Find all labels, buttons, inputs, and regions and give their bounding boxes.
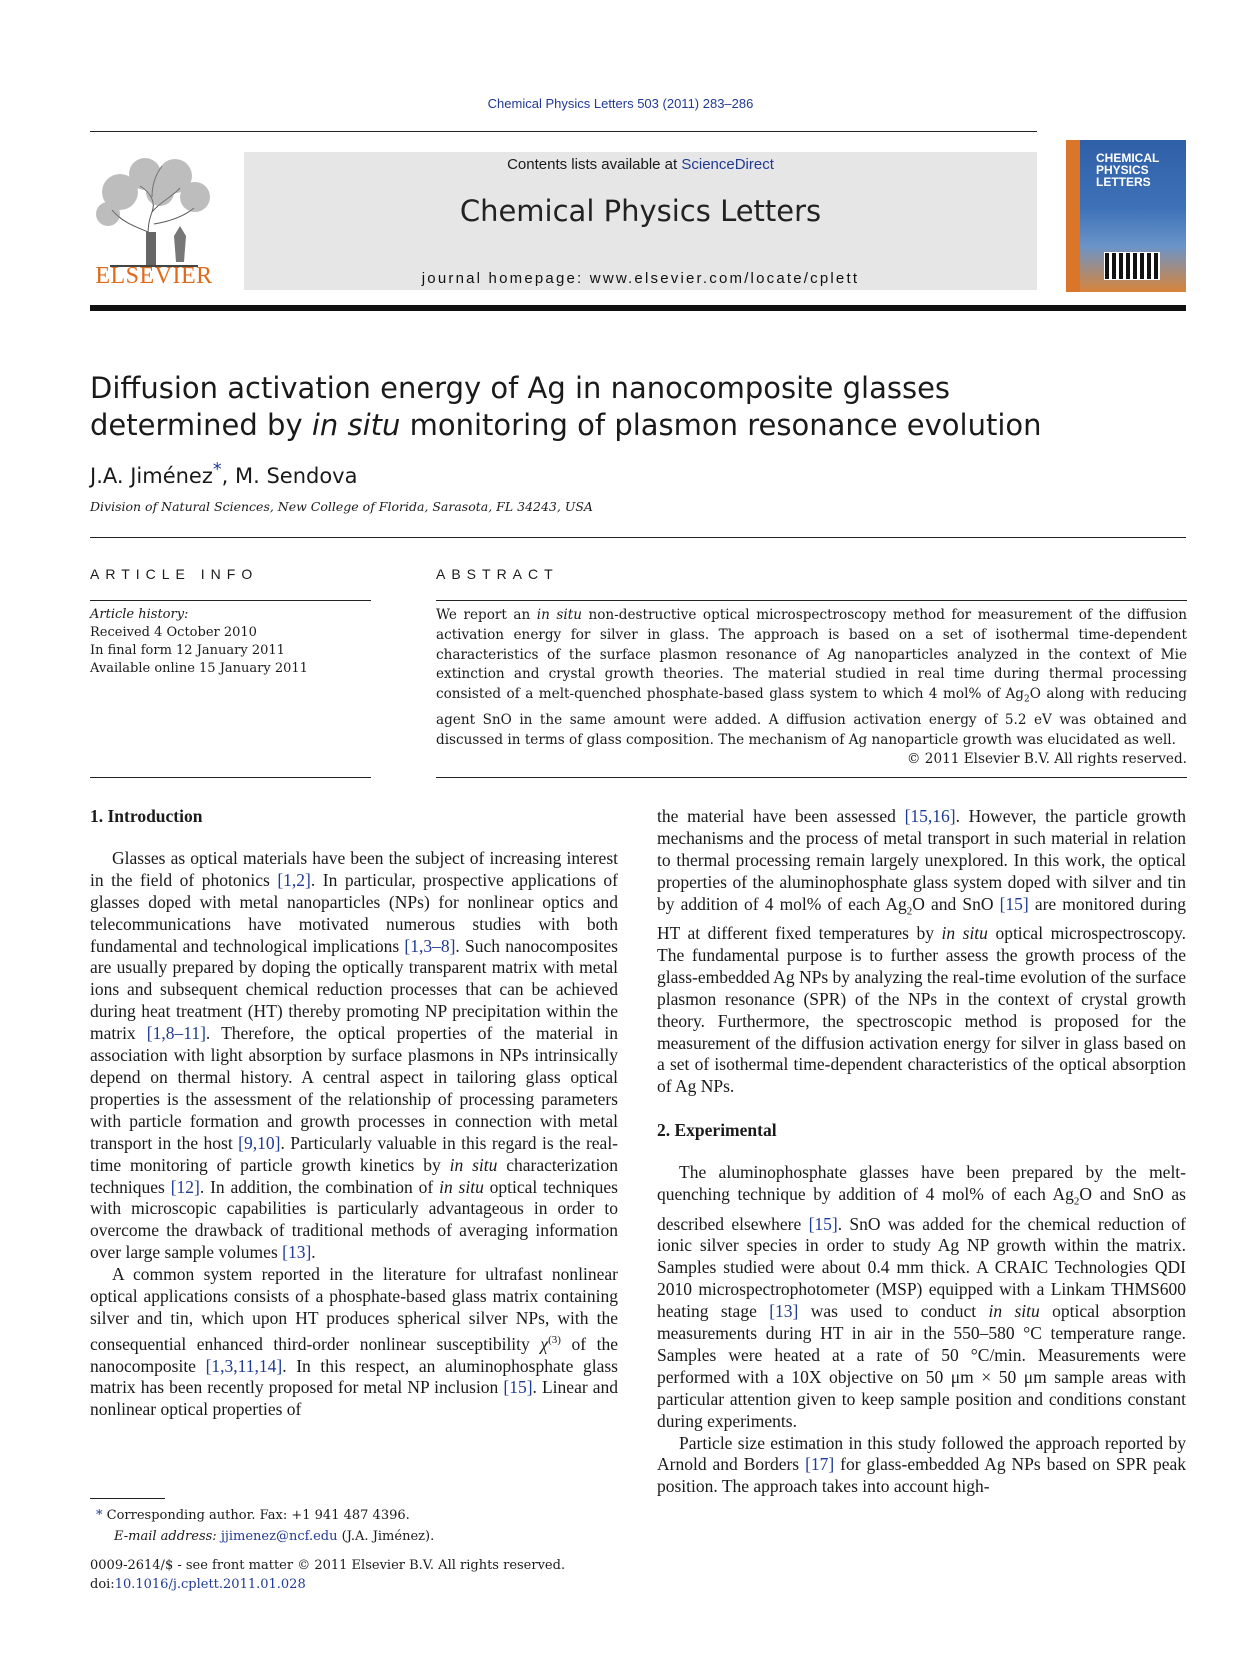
abstract-text: We report an bbox=[436, 607, 537, 623]
footnote-text: Corresponding author. Fax: +1 941 487 4396. bbox=[102, 1508, 410, 1523]
journal-cover bbox=[1066, 140, 1186, 292]
history-final: In final form 12 January 2011 bbox=[90, 643, 285, 658]
journal-citation[interactable]: Chemical Physics Letters 503 (2011) 283–286 bbox=[487, 96, 754, 111]
reference-link[interactable]: [1,3,11,14] bbox=[205, 1355, 283, 1376]
reference-link[interactable]: [1,3–8] bbox=[404, 935, 456, 956]
info-rule bbox=[90, 600, 371, 601]
italic-text: in situ bbox=[941, 923, 988, 944]
footnote-rule bbox=[90, 1498, 165, 1499]
body-text: Glasses as optical materials have been the subject of increasing interest in the field of photonics bbox=[90, 847, 618, 890]
body-text: . Particularly valuable in this regard is the real-time monitoring of particle growth kinetics by bbox=[90, 1132, 619, 1175]
elsevier-logo bbox=[90, 152, 218, 292]
reference-link[interactable]: [15] bbox=[999, 893, 1029, 914]
info-bottom-rule bbox=[90, 777, 371, 778]
subscript: 2 bbox=[1073, 1195, 1080, 1208]
author-jimenez: J.A. Jiménez bbox=[90, 464, 213, 488]
body-text: the material have been assessed bbox=[657, 806, 905, 826]
title-rule bbox=[90, 537, 1186, 538]
abstract-text: non-destructive optical microspectroscopy method for measurement of the diffusion activation energy for silver in glass. The approach is based on a set of isothermal time-dependent characteristics of the surface plasmon resonance of Ag nanoparticles analyzed in the context of Mie extinction and crystal growth theories. The material studied in real time during thermal processing consisted of a melt-quenched phosphate-based glass system to which 4 mol% of Ag bbox=[436, 607, 1187, 703]
author-list bbox=[90, 460, 357, 488]
cover-title: CHEMICAL PHYSICS LETTERS bbox=[1096, 151, 1160, 189]
abstract-text: O along with reducing agent SnO in the same amount were added. A diffusion activation energy of 5.2 eV was obtained and discussed in terms of glass composition. The mechanism of Ag nanoparticle growth was elucidated as well. bbox=[436, 686, 1187, 748]
history-online: Available online 15 January 2011 bbox=[90, 661, 308, 676]
reference-link[interactable]: [1,8–11] bbox=[146, 1023, 206, 1044]
body-text: optical absorption measurements during HT in air in the 550–580 °C temperature range. Samples were heated at a rate of 50 °C/min. Measurements were performed with a 10X objective on 50 μm × 50 μm sample areas with particular attention given to keep sample position and conditions constant during experiments. bbox=[657, 1301, 1186, 1431]
body-text: The aluminophosphate glasses have been prepared by the melt-quenching technique by addition of 4 mol% of each Ag bbox=[657, 1162, 1186, 1205]
journal-banner bbox=[244, 152, 1037, 290]
cover-barcode-image bbox=[1104, 252, 1160, 280]
history-label: Article history: bbox=[90, 607, 189, 622]
reference-link[interactable]: [17] bbox=[805, 1454, 835, 1475]
affiliation: Division of Natural Sciences, New College of Florida, Sarasota, FL 34243, USA bbox=[90, 499, 593, 514]
reference-link[interactable]: [13] bbox=[769, 1301, 799, 1322]
header-rule bbox=[90, 131, 1037, 132]
cover-band bbox=[1066, 140, 1080, 292]
italic-text: in situ bbox=[439, 1176, 484, 1197]
body-text: for glass-embedded Ag NPs based on SPR peak position. The approach takes into account high- bbox=[657, 1454, 1186, 1497]
footnote-mark: * bbox=[96, 1508, 103, 1523]
body-text: . SnO was added for the chemical reduction of ionic silver species in order to study Ag NP growth within the matrix. Samples studied were about 0.4 mm thick. A CRAIC Technologies QDI 2010 microspectrophotometer (MSP) equipped with a Linkam THMS600 heating stage bbox=[657, 1213, 1186, 1322]
introduction-heading: 1. Introduction bbox=[90, 806, 203, 826]
body-text: are monitored during HT at different fixed temperatures by bbox=[657, 893, 1186, 944]
right-column bbox=[657, 806, 1186, 1498]
email-label: E-mail address: bbox=[114, 1529, 221, 1544]
reference-link[interactable]: [1,2] bbox=[277, 869, 311, 890]
body-text: A common system reported in the literature for ultrafast nonlinear optical applications consists of a phosphate-based glass matrix containing silver and tin, which upon HT produces spherical silver NPs, with the consequential enhanced third-order nonlinear susceptibility bbox=[90, 1264, 618, 1354]
journal-homepage[interactable]: journal homepage: www.elsevier.com/locate/cplett bbox=[421, 270, 860, 287]
body-text: optical microspectroscopy. The fundamental purpose is to further assess the growth process of the glass-embedded Ag NPs by analyzing the real-time evolution of the surface plasmon resonance (SPR) of the NPs in the context of crystal growth theory. Furthermore, the spectroscopic method is proposed for the measurement of the diffusion activation energy for silver in glass based on a set of isothermal time-dependent characteristics of the optical absorption of Ag NPs. bbox=[657, 923, 1186, 1097]
body-text: O and SnO bbox=[912, 893, 1000, 914]
reference-link[interactable]: [12] bbox=[170, 1176, 200, 1197]
experimental-heading: 2. Experimental bbox=[657, 1120, 777, 1141]
abstract-heading: ABSTRACT bbox=[436, 566, 559, 582]
experimental-paragraph-1 bbox=[657, 1162, 1186, 1432]
corresponding-author-mark[interactable]: * bbox=[212, 460, 222, 480]
title-italic: in situ bbox=[311, 408, 401, 442]
body-text: . In this respect, an aluminophosphate glass matrix has been recently proposed for metal NP inclusion bbox=[90, 1355, 618, 1398]
reference-link[interactable]: [15] bbox=[503, 1377, 533, 1398]
front-matter-text: 0009-2614/$ - see front matter © 2011 Elsevier B.V. All rights reserved. bbox=[90, 1558, 566, 1573]
title-text-1: Diffusion activation energy of Ag in nanocomposite glasses determined by bbox=[90, 371, 951, 442]
superscript: (3) bbox=[548, 1333, 561, 1346]
doi-label: doi: bbox=[90, 1577, 115, 1592]
header-thick-rule bbox=[90, 305, 1186, 311]
article-history bbox=[90, 606, 308, 678]
abstract-rule bbox=[436, 600, 1187, 601]
body-text: . Such nanocomposites are usually prepared by doping the optically transparent matrix with metal ions and subsequent chemical reduction processes that can be achieved during heat treatment (HT) thereby promoting NP precipitation within the matrix bbox=[90, 935, 618, 1044]
title-text-2: monitoring of plasmon resonance evolution bbox=[400, 408, 1042, 442]
contents-line bbox=[244, 156, 1037, 173]
body-text: . However, the particle growth mechanisms and the process of metal transport in such material in relation to thermal processing remain largely unexplored. In this work, the optical properties of the aluminophosphate glass system doped with silver and tin by addition of 4 mol% of each Ag bbox=[657, 806, 1186, 914]
abstract-copyright: © 2011 Elsevier B.V. All rights reserved. bbox=[906, 751, 1187, 768]
body-text: characterization techniques bbox=[90, 1154, 618, 1197]
experimental-paragraph-2 bbox=[657, 1433, 1186, 1499]
italic-text: in situ bbox=[988, 1301, 1040, 1322]
body-text: . In particular, prospective applications of glasses doped with metal nanoparticles (NPs) for nonlinear optics and telecommunications have motivated numerous studies with both fundamental and technological implications bbox=[90, 869, 618, 956]
reference-link[interactable]: [15,16] bbox=[904, 806, 956, 826]
body-text: Particle size estimation in this study followed the approach reported by Arnold and Borders bbox=[657, 1432, 1186, 1475]
italic-text: in situ bbox=[449, 1154, 498, 1175]
body-text: . Linear and nonlinear optical properties of bbox=[90, 1377, 619, 1420]
email-name: (J.A. Jiménez). bbox=[337, 1529, 435, 1544]
intro-paragraph-2 bbox=[90, 1264, 618, 1421]
author-sendova: , M. Sendova bbox=[221, 464, 358, 488]
publisher-name: ELSEVIER bbox=[95, 263, 213, 289]
reference-link[interactable]: [13] bbox=[282, 1242, 312, 1263]
body-text: optical techniques with microscopic capabilities is particularly advantageous in order to overcome the drawback of traditional methods of averaging information over large sample volumes bbox=[90, 1176, 618, 1263]
abstract-italic: in situ bbox=[536, 607, 582, 623]
corresponding-footnote bbox=[90, 1505, 434, 1547]
abstract-bottom-rule bbox=[436, 777, 1187, 778]
body-text: O and SnO as described elsewhere bbox=[657, 1184, 1186, 1234]
intro-paragraph-1 bbox=[90, 848, 618, 1264]
body-text: . In addition, the combination of bbox=[199, 1176, 440, 1197]
intro-continuation bbox=[657, 806, 1186, 1098]
history-received: Received 4 October 2010 bbox=[90, 625, 257, 640]
subscript: 2 bbox=[906, 905, 913, 918]
reference-link[interactable]: [9,10] bbox=[238, 1132, 281, 1153]
body-text: . Therefore, the optical properties of the material in association with light absorption by surface plasmons in NPs intrinsically depend on thermal history. A central aspect in tailoring glass optical properties is the assessment of the relationship of processing parameters with particle formation and growth processes in connection with metal transport in the host bbox=[90, 1023, 618, 1153]
chi-symbol: χ bbox=[540, 1333, 549, 1354]
contents-prefix: Contents lists available at bbox=[507, 156, 682, 173]
article-info-heading: ARTICLE INFO bbox=[90, 566, 259, 582]
front-matter bbox=[90, 1556, 565, 1594]
article-title bbox=[90, 370, 1090, 444]
abstract-body bbox=[436, 606, 1187, 770]
sciencedirect-link[interactable]: ScienceDirect bbox=[681, 156, 774, 173]
journal-title: Chemical Physics Letters bbox=[459, 194, 822, 228]
doi-link[interactable]: 10.1016/j.cplett.2011.01.028 bbox=[114, 1577, 306, 1592]
email-link[interactable]: jjimenez@ncf.edu bbox=[220, 1529, 338, 1544]
body-text: of the nanocomposite bbox=[90, 1333, 618, 1376]
reference-link[interactable]: [15] bbox=[808, 1213, 838, 1234]
body-text: was used to conduct bbox=[798, 1301, 989, 1322]
body-text: . bbox=[311, 1242, 316, 1263]
left-column bbox=[90, 806, 618, 1421]
subscript: 2 bbox=[1024, 694, 1030, 705]
